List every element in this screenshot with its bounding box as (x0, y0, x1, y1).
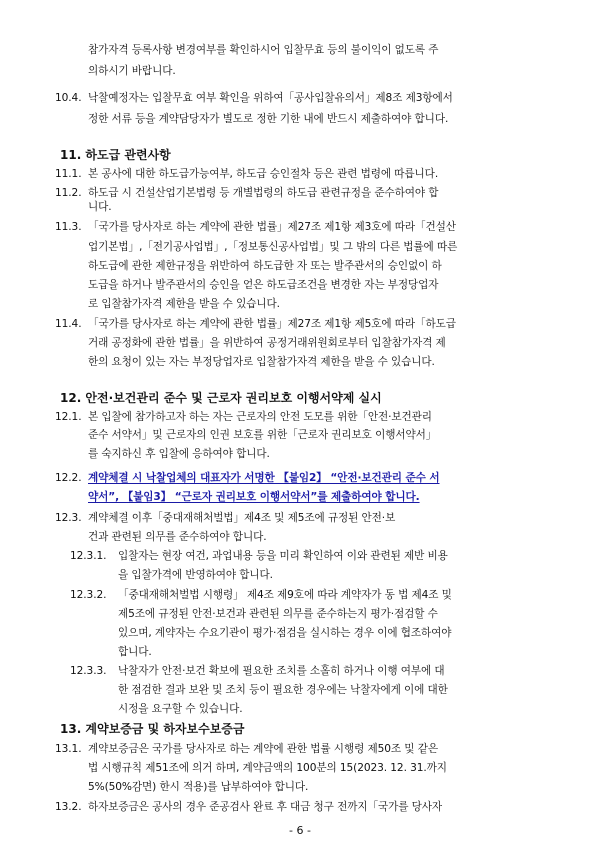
text-line: 시정을 요구할 수 있습니다. (118, 703, 243, 715)
item-number: 10.4. (55, 92, 82, 104)
text-line: 하자보증금은 공사의 경우 준공검사 완료 후 대금 청구 전까지「국가를 당사자 (88, 801, 443, 813)
text-line: 니다. (88, 201, 112, 213)
section-heading: 13. 계약보증금 및 하자보수보증금 (60, 722, 245, 736)
text-line: 건과 관련된 의무를 준수하여야 합니다. (88, 531, 267, 543)
text-line: 하도급에 관한 제한규정을 위반하여 하도급한 자 또는 발주관서의 승인없이 하 (88, 260, 442, 272)
section-heading: 11. 하도급 관련사항 (60, 148, 171, 162)
text-line: 계약체결 이후「중대재해처벌법」제4조 및 제5조에 규정된 안전·보 (88, 512, 396, 524)
item-number: 11.4. (55, 318, 82, 330)
text-line: 업기본법」,「전기공사업법」,「정보통신공사업법」및 그 밖의 다른 법률에 따른 (88, 241, 458, 253)
text-line: 5%(50%감면) 한시 적용)를 납부하여야 합니다. (88, 781, 309, 793)
text-line: 낙찰자가 안전·보건 확보에 필요한 조치를 소홀히 하거나 이행 여부에 대 (118, 665, 445, 677)
text-line: 하도급 시 건설산업기본법령 등 개별법령의 하도급 관련규정을 준수하여야 합 (88, 187, 439, 199)
text-line: 낙찰예정자는 입찰무효 여부 확인을 위하여「공사입찰유의서」제8조 제3항에서 (88, 92, 453, 104)
text-line: 있으며, 계약자는 수요기관이 평가·점검을 실시하는 경우 이에 협조하여야 (118, 627, 452, 639)
text-line: 을 입찰가격에 반영하여야 합니다. (118, 569, 273, 581)
text-line: 본 공사에 대한 하도급가능여부, 하도급 승인절차 등은 관련 법령에 따릅니다. (88, 168, 439, 180)
item-number: 12.2. (55, 472, 82, 484)
item-number: 12.3. (55, 512, 82, 524)
item-number: 12.3.1. (70, 550, 107, 562)
text-line: 준수 서약서」및 근로자의 인권 보호를 위한「근로자 권리보호 이행서약서」 (88, 429, 437, 441)
text-line: 로 입찰참가자격 제한을 받을 수 있습니다. (88, 298, 280, 310)
text-line: 계약보증금은 국가를 당사자로 하는 계약에 관한 법률 시행령 제50조 및 같은 (88, 743, 438, 755)
text-line: 입찰자는 현장 여건, 과업내용 등을 미리 확인하여 이와 관련된 제반 비용 (118, 550, 448, 562)
text-line: 본 입찰에 참가하고자 하는 자는 근로자의 안전 도모를 위한「안전·보건관리 (88, 411, 432, 423)
text-line: 법 시행규칙 제51조에 의거 하며, 계약금액의 100분의 15(2023. 12. 31.까지 (88, 762, 447, 774)
item-number: 12.3.2. (70, 589, 107, 601)
text-line: 참가자격 등록사항 변경여부를 확인하시어 입찰무효 등의 불이익이 없도록 주 (88, 44, 439, 56)
page-number: - 6 - (289, 824, 311, 837)
item-number: 11.3. (55, 221, 82, 233)
item-number: 11.2. (55, 187, 82, 199)
text-line: 한의 요청이 있는 자는 부정당업자로 입찰참가자격 제한을 받을 수 있습니다. (88, 356, 435, 368)
highlighted-text-line: 계약체결 시 낙찰업체의 대표자가 서명한 【붙임2】 “안전·보건관리 준수 서 (88, 472, 440, 484)
text-line: 제5조에 규정된 안전·보건과 관련된 의무를 준수하는지 평가·점검할 수 (118, 608, 438, 620)
text-line: 「중대재해처벌법 시행령」 제4조 제9호에 따라 계약자가 동 법 제4조 및 (118, 589, 452, 601)
text-line: 의하시기 바랍니다. (88, 65, 176, 77)
text-line: 「국가를 당사자로 하는 계약에 관한 법률」제27조 제1항 제3호에 따라「건설산 (88, 221, 456, 233)
item-number: 12.1. (55, 411, 82, 423)
text-line: 도급을 하거나 발주관서의 승인을 얻은 하도급조건을 변경한 자는 부정당업자 (88, 279, 439, 291)
item-number: 11.1. (55, 168, 82, 180)
item-number: 12.3.3. (70, 665, 107, 677)
highlighted-text-line: 약서”, 【붙임3】 “근로자 권리보호 이행서약서”를 제출하여야 합니다. (88, 491, 420, 503)
item-number: 13.1. (55, 743, 82, 755)
text-line: 정한 서류 등을 계약담당자가 별도로 정한 기한 내에 반드시 제출하여야 합니다. (88, 113, 449, 125)
item-number: 13.2. (55, 801, 82, 813)
text-line: 거래 공정화에 관한 법률」을 위반하여 공정거래위원회로부터 입찰참가자격 제 (88, 337, 446, 349)
text-line: 를 숙지하신 후 입찰에 응하여야 합니다. (88, 448, 270, 460)
section-heading: 12. 안전·보건관리 준수 및 근로자 권리보호 이행서약제 실시 (60, 391, 382, 405)
text-line: 합니다. (118, 646, 152, 658)
text-line: 한 점검한 결과 보완 및 조치 등이 필요한 경우에는 낙찰자에게 이에 대한 (118, 684, 448, 696)
text-line: 「국가를 당사자로 하는 계약에 관한 법률」제27조 제1항 제5호에 따라「하도급 (88, 318, 456, 330)
